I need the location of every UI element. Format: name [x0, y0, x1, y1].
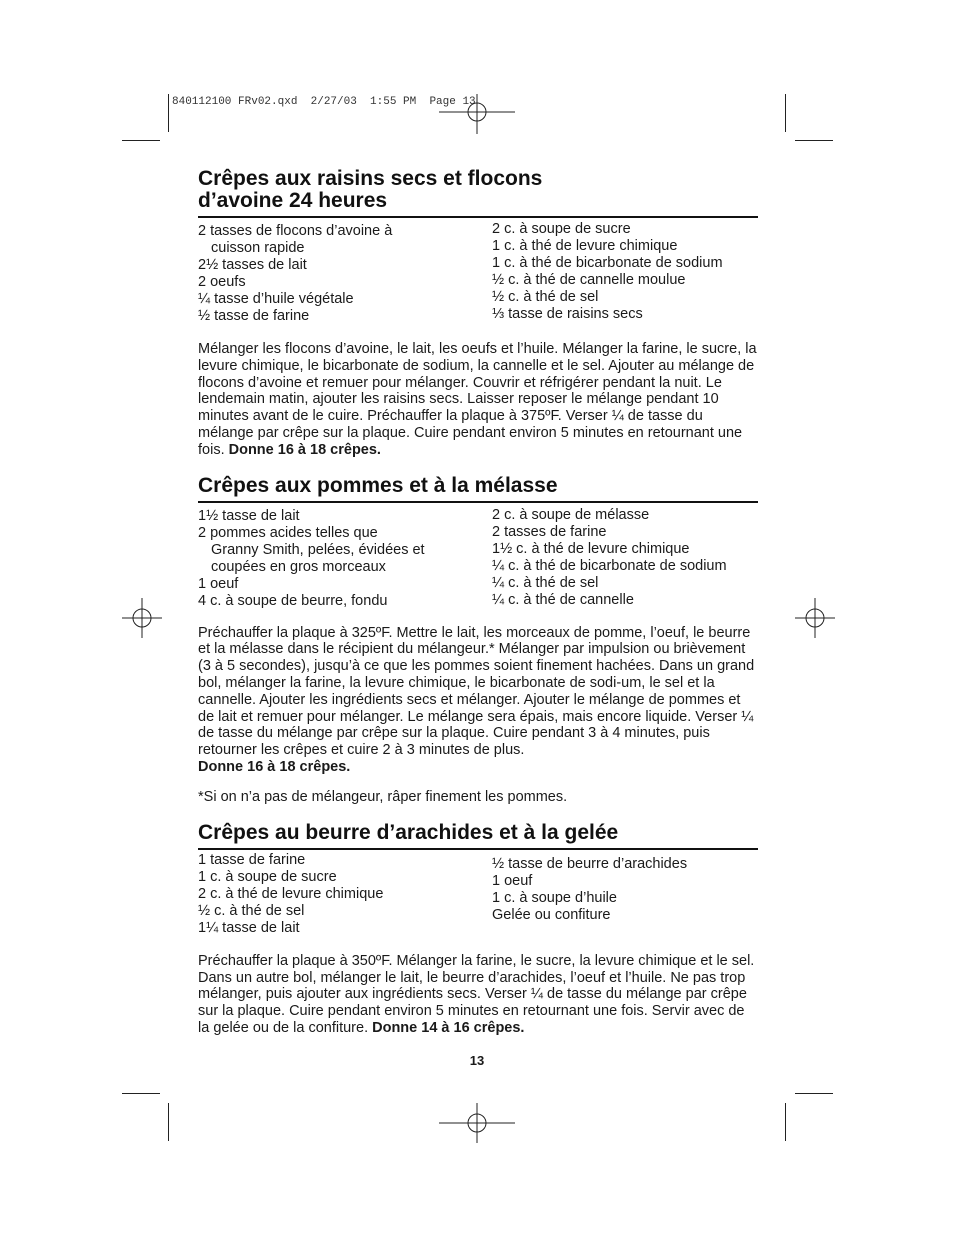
- registration-mark-icon: [122, 598, 162, 638]
- title-rule: [198, 501, 758, 503]
- recipe-yield: Donne 16 à 18 crêpes.: [228, 441, 381, 458]
- title-rule: [198, 216, 758, 218]
- ingredient: 1½ c. à thé de levure chimique: [492, 540, 690, 557]
- ingredient-column-right: [492, 507, 758, 610]
- ingredient: ½ c. à thé de cannelle moulue: [492, 272, 686, 288]
- ingredient: 1½ tasse de lait: [198, 507, 300, 524]
- ingredient: 2 tasses de farine: [492, 523, 607, 540]
- ingredient: ¼ c. à thé de cannelle: [492, 591, 634, 608]
- recipe-footnote: *Si on n’a pas de mélangeur, râper finement les pommes.: [198, 788, 568, 805]
- ingredient-list: [198, 223, 758, 325]
- method-text: Préchauffer la plaque à 325ºF. Mettre le lait, les morceaux de pomme, l’oeuf, le beurre et la mélasse dans le récipient du mélangeur.* Mélanger par impulsion ou brièvement (3 à 5 secondes), jusqu’à ce que les pommes soient finement hachées. Dans un grand bol, mélanger la farine, la levure chimique, le bicarbonate de sodi-um, le sel et la cannelle. Ajouter les ingrédients secs et mélanger. Ajouter le mélange de pommes et de lait et remuer pour mélanger. Le mélange sera épais, mais encore liquide. Verser ¼ de tasse du mélange par crêpe sur la plaque. Cuire pendant 3 à 4 minutes, puis retourner les crêpes et cuire 2 à 3 minutes de plus.: [198, 624, 755, 759]
- registration-mark-icon: [439, 1103, 515, 1143]
- ingredient: 2 oeufs: [198, 274, 246, 290]
- ingredient: 4 c. à soupe de beurre, fondu: [198, 592, 388, 609]
- recipe-content: [198, 168, 758, 1037]
- ingredient: 2½ tasses de lait: [198, 257, 307, 273]
- recipe-apple-molasses: [198, 475, 758, 806]
- crop-mark: [795, 1093, 833, 1094]
- ingredient: cuisson rapide: [211, 240, 305, 256]
- ingredient: ¼ tasse d’huile végétale: [198, 291, 354, 307]
- ingredient: ½ c. à thé de sel: [492, 289, 599, 305]
- recipe-title: Crêpes au beurre d’arachides et à la gelée: [198, 820, 619, 844]
- ingredient: ¼ c. à thé de sel: [492, 574, 599, 591]
- ingredient: 2 c. à soupe de sucre: [492, 221, 631, 237]
- ingredient-list: [198, 508, 758, 610]
- registration-mark-icon: [795, 598, 835, 638]
- method-text: Préchauffer la plaque à 350ºF. Mélanger la farine, le sucre, la levure chimique et le sel. Dans un autre bol, mélanger le lait, le beurre d’arachides, l’oeuf et l’huile. Ne pas trop mélanger, puis ajouter aux ingrédients secs. Verser ¼ de tasse du mélange par crêpe sur la plaque. Cuire pendant environ 5 minutes en retournant une fois. Servir avec de la gelée ou de la confiture.: [198, 952, 755, 1036]
- ingredient: ¼ c. à thé de bicarbonate de sodium: [492, 557, 727, 574]
- ingredient: 2 tasses de flocons d’avoine à: [198, 223, 393, 239]
- ingredient: ½ c. à thé de sel: [198, 902, 305, 919]
- crop-mark: [795, 140, 833, 141]
- recipe-yield: Donne 16 à 18 crêpes.: [198, 758, 351, 775]
- recipe-method: [198, 341, 758, 459]
- crop-mark: [168, 94, 169, 132]
- page-number: 13: [469, 1053, 485, 1068]
- method-text: Mélanger les flocons d’avoine, le lait, les oeufs et l’huile. Mélanger la farine, le sucre, la levure chimique, le bicarbonate de sodium, la cannelle et le sel. Ajouter au mélange de flocons d’avoine et remuer pour mélanger. Couvrir et réfrigérer pendant la nuit. Le lendemain matin, ajouter les raisins secs. Laisser reposer le mélange pendant 10 minutes avant de le cuire. Préchauffer la plaque à 375ºF. Verser ¼ de tasse du mélange par crêpe sur la plaque. Cuire pendant environ 5 minutes en retournant une fois.: [198, 341, 757, 458]
- ingredient-column-right: [492, 856, 758, 937]
- ingredient: ½ tasse de beurre d’arachides: [492, 855, 688, 872]
- ingredient: 1 oeuf: [492, 872, 533, 889]
- crop-mark: [168, 1103, 169, 1141]
- ingredient: 1 oeuf: [198, 575, 239, 592]
- ingredient: 1 c. à thé de bicarbonate de sodium: [492, 255, 723, 271]
- ingredient: 1 c. à soupe de sucre: [198, 868, 337, 885]
- ingredient: 2 c. à soupe de mélasse: [492, 506, 650, 523]
- ingredient: 2 c. à thé de levure chimique: [198, 885, 384, 902]
- printer-slug: 840112100 FRv02.qxd 2/27/03 1:55 PM Page 13: [172, 96, 476, 108]
- ingredient: ½ tasse de farine: [198, 308, 310, 324]
- recipe-method: [198, 953, 758, 1037]
- recipe-title: [198, 168, 758, 212]
- title-rule: [198, 848, 758, 850]
- crop-mark: [785, 1103, 786, 1141]
- ingredient: 1¼ tasse de lait: [198, 919, 300, 936]
- recipe-title-line: Crêpes aux raisins secs et flocons: [198, 167, 543, 190]
- crop-mark: [122, 1093, 160, 1094]
- registration-mark-icon: [439, 94, 515, 134]
- ingredient-column-left: [198, 508, 492, 610]
- ingredient: coupées en gros morceaux: [211, 558, 386, 575]
- recipe-method: [198, 625, 758, 776]
- ingredient: 1 c. à thé de levure chimique: [492, 238, 678, 254]
- ingredient-column-left: [198, 223, 492, 325]
- recipe-peanut-butter-jelly: [198, 822, 758, 1037]
- ingredient: 1 c. à soupe d’huile: [492, 889, 617, 906]
- ingredient-list: [198, 852, 758, 937]
- recipe-title-line: d’avoine 24 heures: [198, 189, 388, 212]
- recipe-oat-raisin: [198, 168, 758, 459]
- ingredient: Gelée ou confiture: [492, 906, 611, 923]
- ingredient: ⅓ tasse de raisins secs: [492, 306, 643, 322]
- crop-mark: [122, 140, 160, 141]
- recipe-yield: Donne 14 à 16 crêpes.: [372, 1019, 525, 1036]
- ingredient-column-right: [492, 221, 758, 325]
- ingredient: 2 pommes acides telles que: [198, 524, 378, 541]
- ingredient-column-left: [198, 852, 492, 937]
- ingredient: Granny Smith, pelées, évidées et: [211, 541, 425, 558]
- crop-mark: [785, 94, 786, 132]
- recipe-title: Crêpes aux pommes et à la mélasse: [198, 473, 558, 497]
- ingredient: 1 tasse de farine: [198, 851, 306, 868]
